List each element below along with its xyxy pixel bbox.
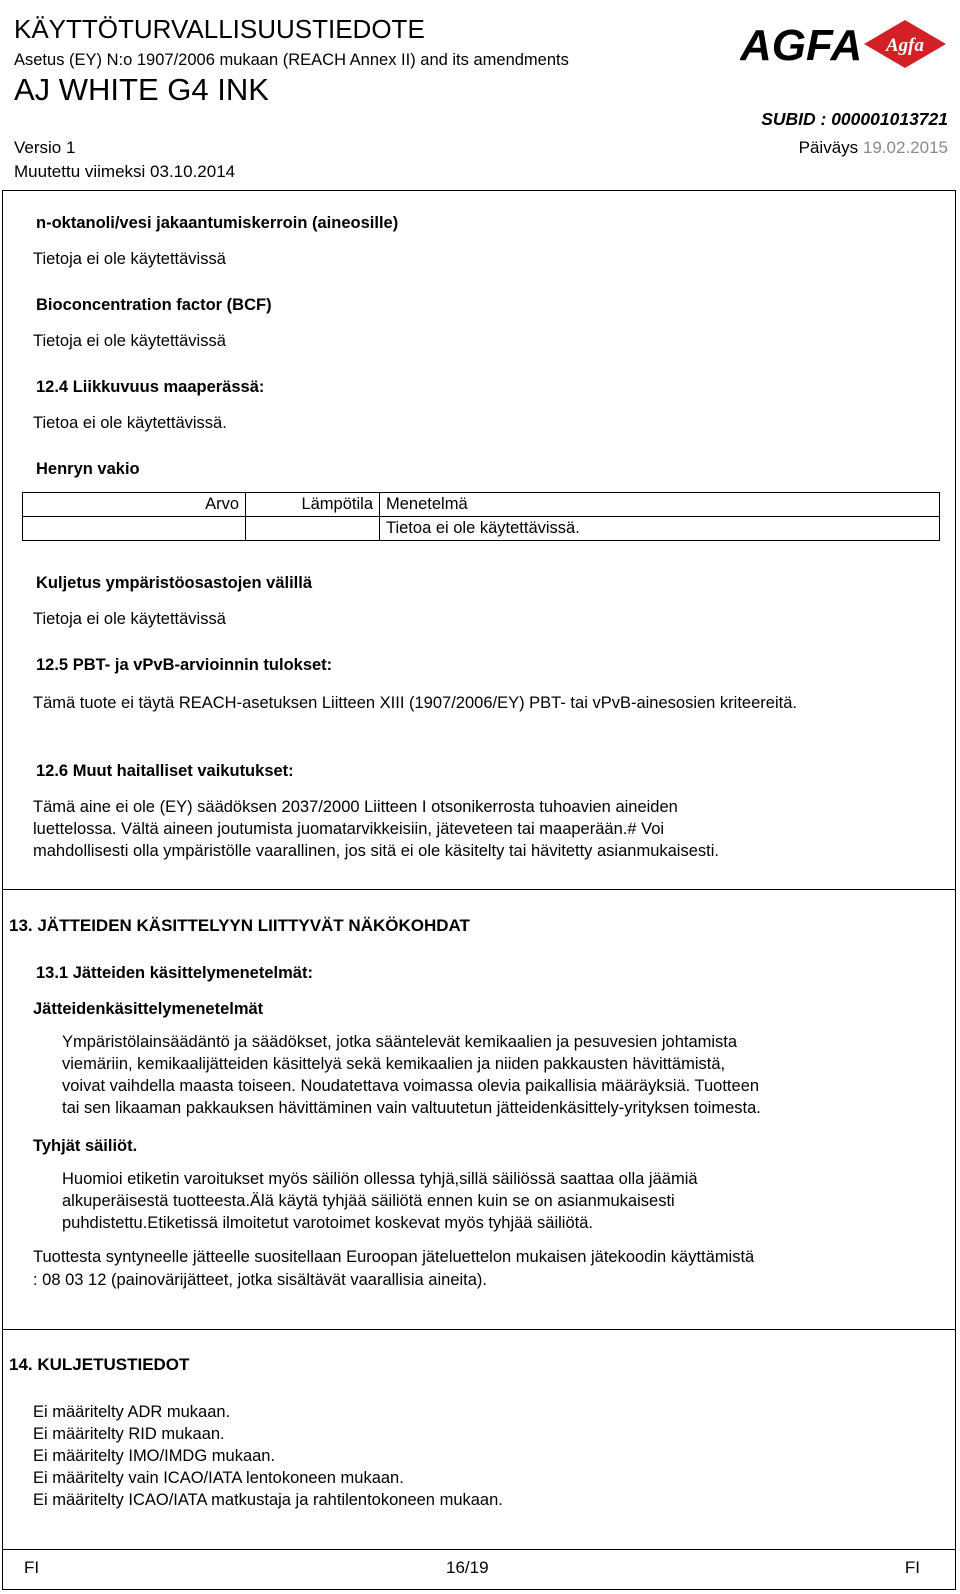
pbt-heading: 12.5 PBT- ja vPvB-arvioinnin tulokset: xyxy=(36,656,333,674)
table-row xyxy=(23,493,940,517)
table-row xyxy=(23,517,940,541)
empty-containers-line: puhdistettu.Etiketissä ilmoitetut varotoimet koskevat myös tyhjää säiliötä. xyxy=(62,1214,593,1232)
henry-col-temp: Lämpötila xyxy=(246,493,380,517)
waste-methods-line: voivat vaihdella maasta toiseen. Noudatettava voimassa olevia paikallisia määräyksiä. Tuotteen xyxy=(62,1077,760,1095)
document-title: KÄYTTÖTURVALLISUUSTIEDOTE xyxy=(14,14,425,44)
section-14-heading: 14. KULJETUSTIEDOT xyxy=(9,1355,190,1374)
henry-heading: Henryn vakio xyxy=(36,460,140,478)
logo-badge-icon xyxy=(864,20,946,68)
pbt-text: Tämä tuote ei täytä REACH-asetuksen Liitteen XIII (1907/2006/EY) PBT- tai vPvB-ainesosien kriteereitä. xyxy=(33,694,797,712)
section-13-heading: 13. JÄTTEIDEN KÄSITTELYYN LIITTYVÄT NÄKÖKOHDAT xyxy=(9,916,470,935)
empty-containers-line: alkuperäisestä tuotteesta.Älä käytä tyhjää säiliötä ennen kuin se on asianmukaisesti xyxy=(62,1192,675,1210)
henry-cell-value xyxy=(23,517,246,541)
other-effects-heading: 12.6 Muut haitalliset vaikutukset: xyxy=(36,762,294,780)
waste-methods-line: viemäriin, kemikaalijätteiden käsittelyä sekä kemikaalien ja niiden pakkausten hävittämistä, xyxy=(62,1055,726,1073)
agfa-logo xyxy=(740,16,950,72)
kow-heading: n-oktanoli/vesi jakaantumiskerroin (aineosille) xyxy=(36,214,399,232)
footer-divider xyxy=(2,1549,956,1550)
transport-line: Ei määritelty vain ICAO/IATA lentokoneen mukaan. xyxy=(33,1469,404,1487)
waste-code-line: Tuottesta syntyneelle jätteelle suositellaan Euroopan jäteluettelon mukaisen jätekoodin käyttämistä xyxy=(33,1248,755,1266)
transport-line: Ei määritelty ADR mukaan. xyxy=(33,1403,231,1421)
henry-cell-temp xyxy=(246,517,380,541)
henry-cell-method: Tietoa ei ole käytettävissä. xyxy=(380,517,940,541)
other-effects-line: mahdollisesti olla ympäristölle vaarallinen, jos sitä ei ole käsitelty tai hävitetty asianmukaisesti. xyxy=(33,842,719,860)
waste-methods-line: tai sen likaaman pakkauksen hävittäminen vain valtuutetun jätteidenkäsittely-yrityksen toimesta. xyxy=(62,1099,761,1117)
regulation-line: Asetus (EY) N:o 1907/2006 mukaan (REACH Annex II) and its amendments xyxy=(14,51,569,69)
empty-containers-heading: Tyhjät säiliöt. xyxy=(33,1137,138,1155)
henry-table xyxy=(22,492,940,541)
transport-text: Tietoja ei ole käytettävissä xyxy=(33,610,226,628)
mobility-text: Tietoa ei ole käytettävissä. xyxy=(33,414,227,432)
transport-line: Ei määritelty RID mukaan. xyxy=(33,1425,225,1443)
henry-col-method: Menetelmä xyxy=(380,493,940,517)
waste-methods-subheading: 13.1 Jätteiden käsittelymenetelmät: xyxy=(36,964,313,982)
logo-wordmark: AGFA xyxy=(740,21,863,70)
issue-date-label: Päiväys xyxy=(798,138,859,157)
transport-heading: Kuljetus ympäristöosastojen välillä xyxy=(36,574,313,592)
page-number: 16/19 xyxy=(446,1558,489,1577)
other-effects-line: Tämä aine ei ole (EY) säädöksen 2037/2000 Liitteen I otsonikerrosta tuhoavien aineiden xyxy=(33,798,678,816)
waste-methods-line: Ympäristölainsäädäntö ja säädökset, jotka sääntelevät kemikaalien ja pesuvesien johtamista xyxy=(62,1033,738,1051)
mobility-heading: 12.4 Liikkuvuus maaperässä: xyxy=(36,378,265,396)
waste-code-line: : 08 03 12 (painovärijätteet, jotka sisältävät vaarallisia aineita). xyxy=(33,1271,487,1289)
bcf-text: Tietoja ei ole käytettävissä xyxy=(33,332,226,350)
bcf-heading: Bioconcentration factor (BCF) xyxy=(36,296,272,314)
section-divider-13 xyxy=(2,889,956,890)
waste-methods-heading: Jätteidenkäsittelymenetelmät xyxy=(33,1000,264,1018)
product-name: AJ WHITE G4 INK xyxy=(14,72,269,107)
issue-date-value: 19.02.2015 xyxy=(862,138,948,157)
logo-badge-text: Agfa xyxy=(886,35,924,56)
content-frame xyxy=(2,190,956,1590)
section-divider-14 xyxy=(2,1329,956,1330)
footer-language-right: FI xyxy=(904,1558,920,1577)
subid-label: SUBID : 000001013721 xyxy=(761,109,948,129)
transport-line: Ei määritelty IMO/IMDG mukaan. xyxy=(33,1447,276,1465)
modified-date: Muutettu viimeksi 03.10.2014 xyxy=(14,162,236,181)
footer-language-left: FI xyxy=(24,1558,40,1577)
kow-text: Tietoja ei ole käytettävissä xyxy=(33,250,226,268)
issue-date xyxy=(799,138,948,158)
henry-col-value: Arvo xyxy=(23,493,246,517)
empty-containers-line: Huomioi etiketin varoitukset myös säiliön ollessa tyhjä,sillä säiliössä saattaa olla jäämiä xyxy=(62,1170,698,1188)
version-label: Versio 1 xyxy=(14,138,76,157)
other-effects-line: luettelossa. Vältä aineen joutumista juomatarvikkeisiin, jäteveteen tai maaperään.# Voi xyxy=(33,820,665,838)
transport-line: Ei määritelty ICAO/IATA matkustaja ja rahtilentokoneen mukaan. xyxy=(33,1491,503,1509)
